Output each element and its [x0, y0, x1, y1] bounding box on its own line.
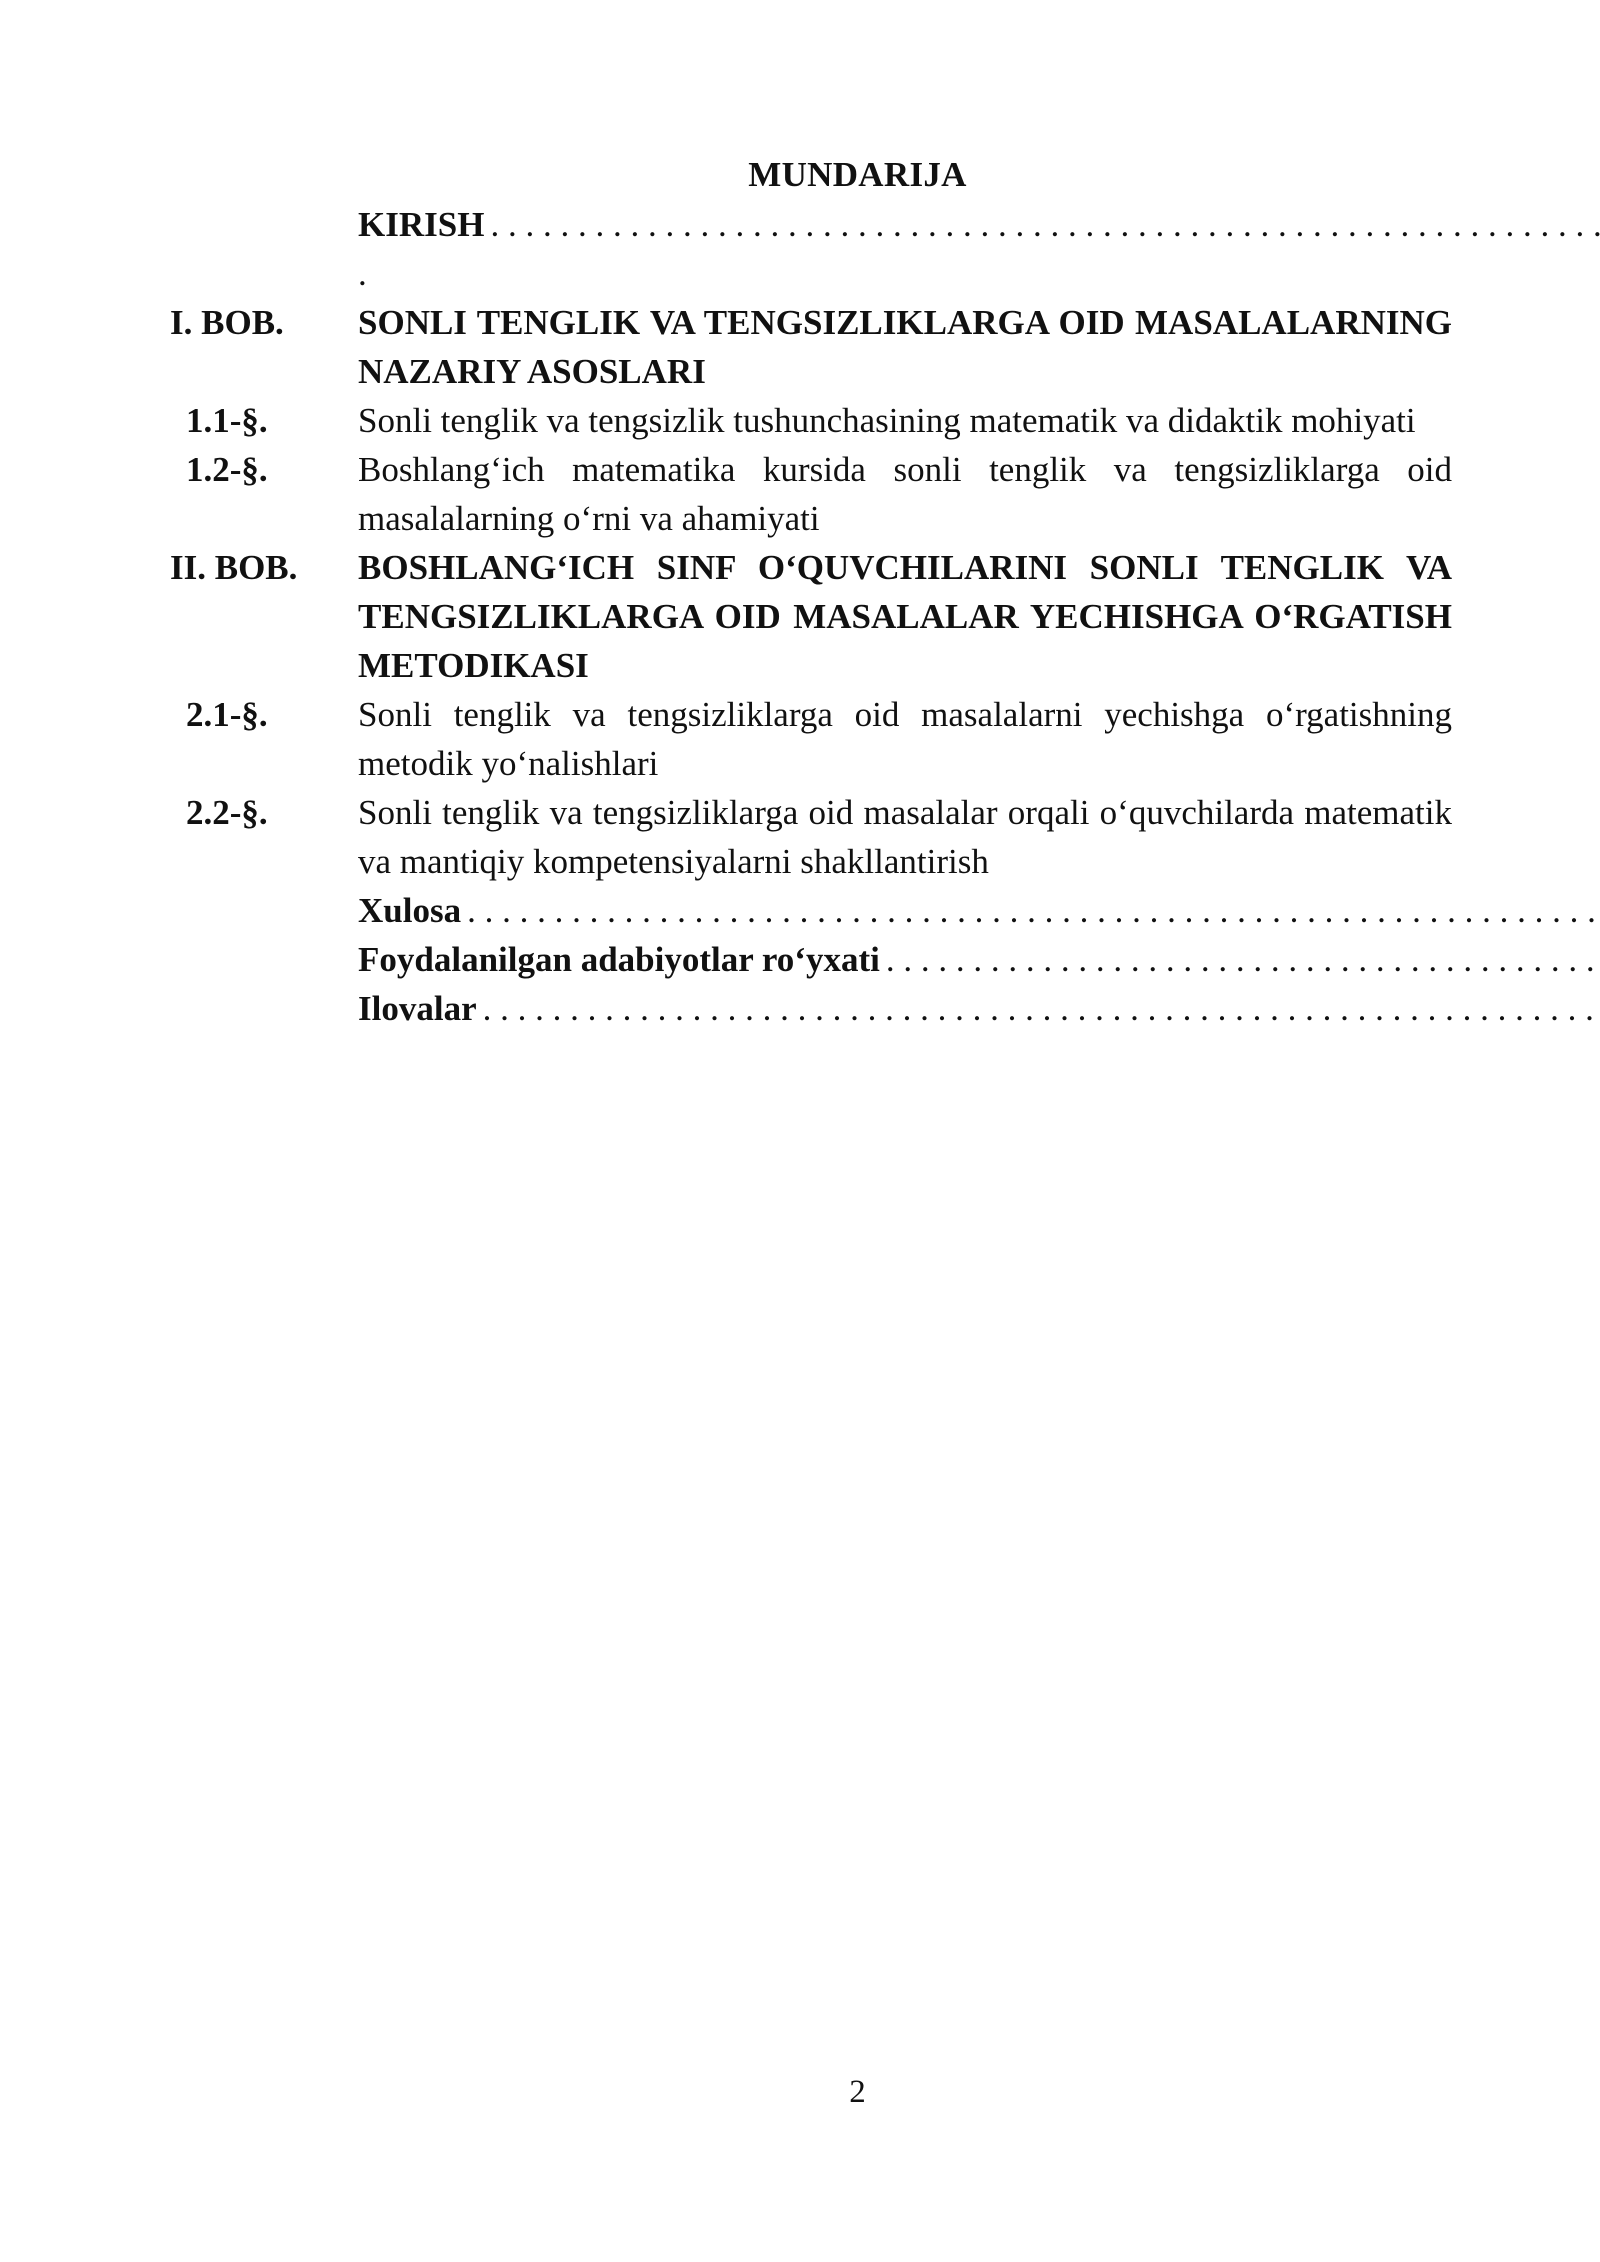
toc-section-label: 1.2-§.	[186, 450, 268, 489]
toc-section-title: Boshlang‘ich matematika kursida sonli tenglik va tengsizliklarga oid masalalarning o‘rni va ahamiyati	[358, 450, 1452, 538]
dot-leader	[880, 935, 1600, 984]
toc-chapter-label: I. BOB.	[170, 303, 284, 342]
dot-leader	[477, 984, 1600, 1033]
toc-entry-adabiyotlar	[170, 935, 1452, 984]
toc-section-2-2	[170, 788, 1452, 886]
document-title: MUNDARIJA	[748, 155, 967, 194]
dot-leader	[484, 200, 1600, 249]
toc-entry-title: Ilovalar	[358, 989, 477, 1028]
toc-entry-kirish	[170, 200, 1452, 298]
toc-section-label: 2.1-§.	[186, 695, 268, 734]
toc-section-title: Sonli tenglik va tengsizliklarga oid masalalarni yechishga o‘rgatishning metodik yo‘nalishlari	[358, 695, 1452, 783]
page-number: 2	[849, 2074, 866, 2110]
dotted-leader-line	[358, 984, 1600, 1033]
toc-chapter-2	[170, 543, 1452, 690]
toc-entry-body	[358, 984, 1600, 1033]
toc-section-label: 1.1-§.	[186, 401, 268, 440]
toc-entry-title: Xulosa	[358, 891, 462, 930]
toc-entry-title: KIRISH	[358, 205, 485, 244]
toc-chapter-title: BOSHLANG‘ICH SINF O‘QUVCHILARINI SONLI TENGLIK VA TENGSIZLIKLARGA OID MASALALAR YECHISHGA O‘RGATISH METODIKASI	[358, 548, 1452, 685]
dotted-leader-line	[358, 886, 1600, 935]
toc-section-1-1	[170, 396, 1452, 445]
toc-chapter-label: II. BOB.	[170, 548, 298, 587]
toc-entry-title: Foydalanilgan adabiyotlar ro‘yxati	[358, 940, 880, 979]
table-of-contents	[170, 200, 1452, 1033]
toc-section-label: 2.2-§.	[186, 793, 268, 832]
toc-entry-xulosa	[170, 886, 1452, 935]
toc-entry-body	[358, 886, 1600, 935]
toc-entry-ilovalar	[170, 984, 1452, 1033]
toc-entry-trailing-dot: .	[358, 254, 367, 293]
dotted-leader-line	[358, 200, 1600, 249]
toc-entry-body	[358, 935, 1600, 984]
toc-section-title: Sonli tenglik va tengsizliklarga oid masalalar orqali o‘quvchilarda matematik va mantiqiy kompetensiyalarni shakllantirish	[358, 793, 1452, 881]
toc-section-1-2	[170, 445, 1452, 543]
toc-section-title: Sonli tenglik va tengsizlik tushunchasining matematik va didaktik mohiyati	[358, 401, 1416, 440]
toc-chapter-1	[170, 298, 1452, 396]
dotted-leader-line	[358, 935, 1600, 984]
toc-entry-body	[358, 200, 1600, 298]
toc-chapter-title: SONLI TENGLIK VA TENGSIZLIKLARGA OID MASALALARNING NAZARIY ASOSLARI	[358, 303, 1452, 391]
toc-section-2-1	[170, 690, 1452, 788]
dot-leader	[461, 886, 1600, 935]
